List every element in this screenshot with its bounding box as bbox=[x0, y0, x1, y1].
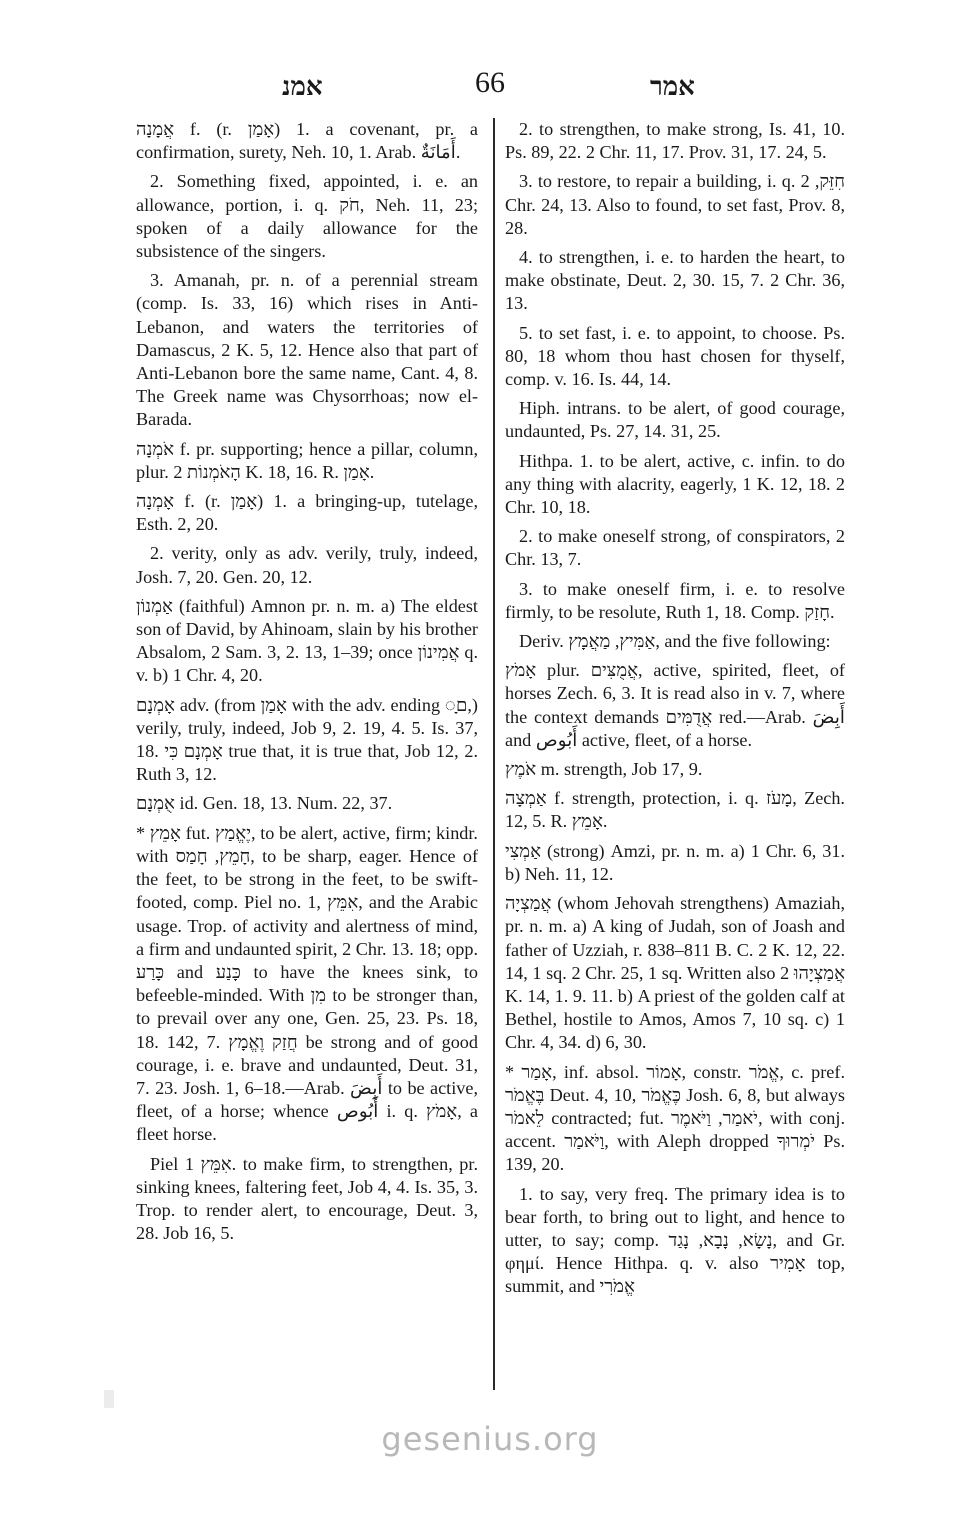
sense-piel-1: Piel אִמֵּץ 1. to make firm, to strengthen, pr. sinking knees, faltering feet, Job 4, 4. Is. 35, 3. Trop. to render alert, to encourage, Deut. 3, 28. Job 16, 5. bbox=[136, 1153, 479, 1244]
entry-amots: אָמֹץ plur. אֲמֻצִּים, active, spirited, fleet, of horses Zech. 6, 3. It is read also in v. 7, where the context demands אֲדֻמִּים red.—Arab. أَبِضَ and أَبُوص active, fleet, of a horse. bbox=[505, 660, 845, 750]
entry-amanah-covenant: אֲמָנָה f. (r. אָמַן) 1. a covenant, pr. a confirmation, surety, Neh. 10, 1. Arab. أَمَانَةٌ. bbox=[136, 119, 479, 163]
right-column bbox=[505, 118, 845, 1305]
entry-umnam: אֻמְנָם id. Gen. 18, 13. Num. 22, 37. bbox=[136, 793, 393, 814]
sense-piel-5: 5. to set fast, i. e. to appoint, to choose. Ps. 80, 18 whom thou hast chosen for thyself, comp. v. 16. Is. 44, 14. bbox=[505, 322, 845, 390]
entry-omnah-tutelage: אָמְנָה f. (r. אָמַן) 1. a bringing-up, tutelage, Esth. 2, 20. bbox=[136, 491, 479, 535]
sense-piel-2: 2. to strengthen, to make strong, Is. 41, 10. Ps. 89, 22. 2 Chr. 11, 17. Prov. 31, 17. 24, 5. bbox=[505, 119, 845, 163]
entry-omnam: אָמְנָם adv. (from אָמַן with the adv. ending ◌ָם,) verily, truly, indeed, Job 9, 2. 19, 4. 5. Is. 37, 18. אָמְנָם כִּי true that, it is true that, Job 12, 2. Ruth 3, 12. bbox=[136, 694, 478, 785]
entry-amtsah: אַמְצָה f. strength, protection, i. q. מָעֹז, Zech. 12, 5. R. אָמֵץ. bbox=[505, 788, 845, 832]
watermark: gesenius.org bbox=[381, 1420, 599, 1458]
column-divider bbox=[493, 118, 495, 1390]
entry-amets: * אָמֵץ fut. יֶאֱמַץ, to be alert, active, firm; kindr. with חָמֵץ, חָמַס, to be sharp, eager. Hence of the feet, to be strong in the feet, to be swift-footed, comp. Piel no. 1, אִמֵּץ, and the Arabic usage. Trop. of activity and alertness of mind, a firm and undaunted spirit, 2 Chr. 13. 18; opp. כָּרַע and כָּנַע to have the knees sink, to befeeble-minded. With מִן to be stronger than, to prevail over any one, Gen. 25, 23. Ps. 18, 18. 142, 7. חֲזַק וֶאֱמָץ be strong and of good courage, i. e. brave and undaunted, Deut. 31, 7. 23. Josh. 1, 6–18.—Arab. أَبِضَ to be active, fleet, of a horse; whence أَبُوص i. q. אָמֹץ, a fleet horse. bbox=[136, 822, 479, 1145]
entry-amzi: אַמְצִי (strong) Amzi, pr. n. m. a) 1 Chr. 6, 31. b) Neh. 11, 12. bbox=[505, 840, 845, 884]
scan-smudge bbox=[104, 1390, 114, 1408]
entry-omnah-pillar: אֹמְנָה f. pr. supporting; hence a pillar, column, plur. הָאֹמְנוֹת 2 K. 18, 16. R. אָמַן. bbox=[136, 438, 478, 482]
sense-amar-1: 1. to say, very freq. The primary idea is to bear forth, to bring out to light, and hence to utter, to say; comp. נָשָׂא, נָבָא, נָגַד, and Gr. φημί. Hence Hithpa. q. v. also אָמִיר top, summit, and אֱמֹרִי bbox=[505, 1183, 846, 1297]
sense-piel-3: 3. to restore, to repair a building, i. q. חִזֵּק, 2 Chr. 24, 13. Also to found, to set fast, Prov. 8, 28. bbox=[505, 171, 845, 238]
sense-hithpael-2: 2. to make oneself strong, of conspirators, 2 Chr. 13, 7. bbox=[505, 526, 845, 570]
entry-amnon: אַמְנוֹן (faithful) Amnon pr. n. m. a) The eldest son of David, by Ahinoam, slain by his brother Absalom, 2 Sam. 3, 2. 13, 1–39; once אֲמִינוֹן q. v. b) 1 Chr. 4, 20. bbox=[136, 595, 478, 686]
sense-hiphil: Hiph. intrans. to be alert, of good courage, undaunted, Ps. 27, 14. 31, 25. bbox=[505, 398, 845, 442]
entry-amaziah: אֲמַצְיָה (whom Jehovah strengthens) Amaziah, pr. n. m. a) A king of Judah, son of Joash and father of Uzziah, r. 838–811 B. C. 2 K. 12, 22. 14, 1 sq. 2 Chr. 25, 1 sq. Written also אֲמַצְיָהוּ 2 K. 14, 1. 9. 11. b) A priest of the golden calf at Bethel, hostile to Amos, Amos 7, 10 sq. c) 1 Chr. 4, 34. d) 6, 30. bbox=[505, 893, 845, 1053]
derivatives-line: Deriv. אַמִּיץ, מַאֲמָץ, and the five following: bbox=[519, 631, 831, 652]
sense-amanah-stream: 3. Amanah, pr. n. of a perennial stream (comp. Is. 33, 16) which rises in Anti-Lebanon, and waters the territories of Damascus, 2 K. 5, 12. Hence also that part of Anti-Lebanon bore the same name, Cant. 4, 8. The Greek name was Chysorrhoas; now el-Barada. bbox=[136, 270, 478, 430]
sense-verity: 2. verity, only as adv. verily, truly, indeed, Josh. 7, 20. Gen. 20, 12. bbox=[136, 543, 478, 587]
entry-amar: * אָמַר, inf. absol. אָמוֹר, constr. אֱמֹר, c. pref. בֶּאֱמֹר Deut. 4, 10, כֶּאֱמֹר Josh. 6, 8, but always לֵאמֹר contracted; fut. יֹאמַר, וַיֹּאמֶר, with conj. accent. וַיֹּאמַר, with Aleph dropped יֹמְרוּךָ Ps. 139, 20. bbox=[505, 1061, 845, 1175]
sense-piel-4: 4. to strengthen, i. e. to harden the heart, to make obstinate, Deut. 2, 30. 15, 7. 2 Chr. 36, 13. bbox=[505, 247, 845, 314]
entry-omets: אֹמֶץ m. strength, Job 17, 9. bbox=[505, 759, 703, 780]
left-column bbox=[136, 118, 478, 1251]
page-header bbox=[0, 66, 980, 106]
sense-hithpael-3: 3. to make oneself firm, i. e. to resolve firmly, to be resolute, Ruth 1, 18. Comp. חָזַק. bbox=[505, 578, 845, 622]
left-running-headword: אמנ bbox=[282, 72, 323, 102]
right-running-headword: אמר bbox=[650, 72, 695, 102]
page-number: 66 bbox=[475, 66, 505, 99]
sense-allowance: 2. Something fixed, appointed, i. e. an allowance, portion, i. q. חֹק, Neh. 11, 23; spoken of a daily allowance for the subsistence of the singers. bbox=[136, 171, 478, 262]
sense-hithpael-1: Hithpa. 1. to be alert, active, c. infin. to do any thing with alacrity, eagerly, 1 K. 12, 18. 2 Chr. 10, 18. bbox=[505, 450, 845, 518]
